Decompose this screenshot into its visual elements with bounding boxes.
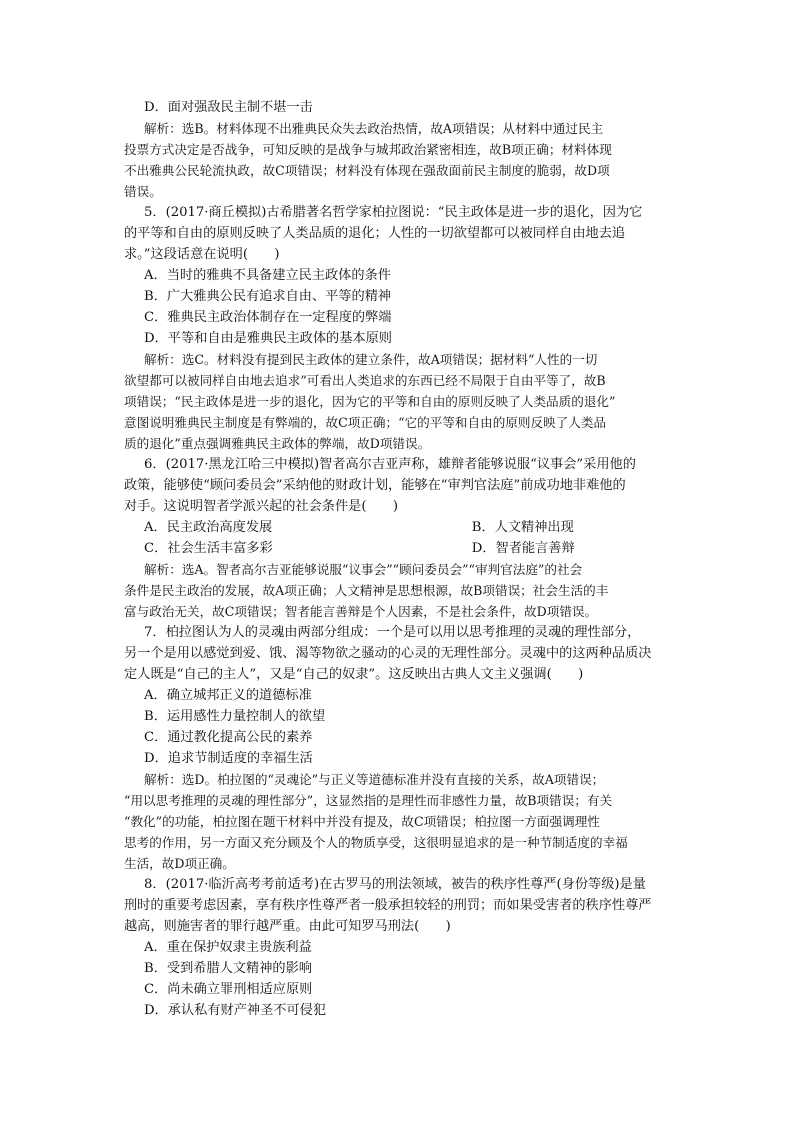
q6-explanation-line: 解析：选A。智者高尔吉亚能够说服“议事会”“顾问委员会”“审判官法庭”的社会	[144, 562, 583, 577]
q5-stem-line: 求。”这段话意在说明( )	[124, 247, 280, 262]
q6-stem-line: 政策，能够使“顾问委员会”采纳他的财政计划，能够在“审判官法庭”前成功地非难他的	[124, 478, 626, 493]
q4-explanation-line: 错误。	[124, 184, 162, 199]
q5-explanation-line: 项错误；“民主政体是进一步的退化，因为它的平等和自由的原则反映了人类品质的退化”	[124, 394, 616, 409]
q7-option-b: B．运用感性力量控制人的欲望	[144, 709, 326, 724]
q8-option-b: B．受到希腊人文精神的影响	[144, 961, 312, 976]
q6-explanation-line: 富与政治无关，故C项错误；智者能言善辩是个人因素，不是社会条件，故D项错误。	[124, 604, 598, 619]
q4-explanation-line: 不出雅典公民轮流执政，故C项错误；材料没有体现在强敌面前民主制度的脆弱，故D项	[124, 163, 610, 178]
q7-explanation-line: “教化”的功能，柏拉图在题干材料中并没有提及，故C项错误；柏拉图一方面强调理性	[124, 814, 600, 829]
q7-option-a: A．确立城邦正义的道德标准	[144, 688, 312, 703]
q7-stem-line: 另一个是用以感觉到爱、饿、渴等物欲之骚动的心灵的无理性部分。灵魂中的这两种品质决	[124, 646, 652, 661]
q6-explanation-line: 条件是民主政治的发展，故A项正确；人文精神是思想根源，故B项错误；社会生活的丰	[124, 583, 609, 598]
q5-option-d: D．平等和自由是雅典民主政体的基本原则	[144, 331, 392, 346]
q7-stem-line: 7．柏拉图认为人的灵魂由两部分组成：一个是可以用以思考推理的灵魂的理性部分，	[144, 625, 641, 640]
q7-explanation-line: 解析：选D。柏拉图的“灵魂论”与正义等道德标准并没有直接的关系，故A项错误；	[144, 772, 605, 787]
q8-option-d: D．承认私有财产神圣不可侵犯	[144, 1003, 327, 1018]
q4-option-d: D．面对强敌民主制不堪一击	[144, 100, 313, 115]
q8-stem-line: 刑时的重要考虑因素，享有秩序性尊严者一般承担较轻的刑罚；而如果受害者的秩序性尊严	[124, 898, 652, 913]
q5-explanation-line: 质的退化”重点强调雅典民主政体的弊端，故D项错误。	[124, 436, 431, 451]
q6-option-a: A．民主政治高度发展	[144, 520, 273, 535]
q5-explanation-line: 解析：选C。材料没有提到民主政体的建立条件，故A项错误；据材料“人性的一切	[144, 352, 598, 367]
q4-explanation-line: 解析：选B。材料体现不出雅典民众失去政治热情，故A项错误；从材料中通过民主	[144, 121, 604, 136]
q5-option-c: C．雅典民主政治体制存在一定程度的弊端	[144, 310, 392, 325]
q7-explanation-line: 生活，故D项正确。	[124, 856, 235, 871]
q6-option-c: C．社会生活丰富多彩	[144, 541, 273, 556]
q7-option-d: D．追求节制适度的幸福生活	[144, 751, 313, 766]
q4-explanation-line: 投票方式决定是否战争，可知反映的是战争与城邦政治紧密相连，故B项正确；材料体现	[124, 142, 612, 157]
q6-option-b: B．人文精神出现	[471, 520, 574, 535]
q6-options-row	[124, 517, 680, 538]
q7-explanation-line: “用以思考推理的灵魂的理性部分”，这显然指的是理性而非感性力量，故B项错误；有关	[124, 793, 613, 808]
q5-explanation-line: 欲望都可以被同样自由地去追求”可看出人类追求的东西已经不局限于自由平等了，故B	[124, 373, 606, 388]
q5-option-b: B．广大雅典公民有追求自由、平等的精神	[144, 289, 392, 304]
q7-option-c: C．通过教化提高公民的素养	[144, 730, 313, 745]
q8-stem-line: 越高，则施害者的罪行越严重。由此可知罗马刑法( )	[124, 919, 451, 934]
q5-option-a: A．当时的雅典不具备建立民主政体的条件	[144, 268, 391, 283]
q6-stem-line: 6．(2017·黑龙江哈三中模拟)智者高尔吉亚声称，雄辩者能够说服“议事会”采用他的	[144, 457, 636, 472]
q8-stem-line: 8．(2017·临沂高考考前适考)在古罗马的刑法领域，被告的秩序性尊严(身份等级)是量	[144, 877, 646, 892]
page-content	[124, 97, 680, 1021]
q8-option-a: A．重在保护奴隶主贵族利益	[144, 940, 312, 955]
q5-stem-line: 5．(2017·商丘模拟)古希腊著名哲学家柏拉图说：“民主政体是进一步的退化，因为它	[144, 205, 643, 220]
q6-stem-line: 对手。这说明智者学派兴起的社会条件是( )	[124, 499, 399, 514]
q6-options-row	[124, 538, 680, 559]
q6-option-d: D．智者能言善辩	[471, 541, 575, 556]
q5-explanation-line: 意图说明雅典民主制度是有弊端的，故C项正确；“它的平等和自由的原则反映了人类品	[124, 415, 607, 430]
q7-explanation-line: 思考的作用，另一方面又充分顾及个人的物质享受，这很明显追求的是一种节制适度的幸福	[124, 835, 628, 850]
q5-stem-line: 的平等和自由的原则反映了人类品质的退化；人性的一切欲望都可以被同样自由地去追	[124, 226, 626, 241]
q8-option-c: C．尚未确立罪刑相适应原则	[144, 982, 313, 997]
q7-stem-line: 定人既是“自己的主人”，又是“自己的奴隶”。这反映出古典人文主义强调( )	[124, 667, 584, 682]
